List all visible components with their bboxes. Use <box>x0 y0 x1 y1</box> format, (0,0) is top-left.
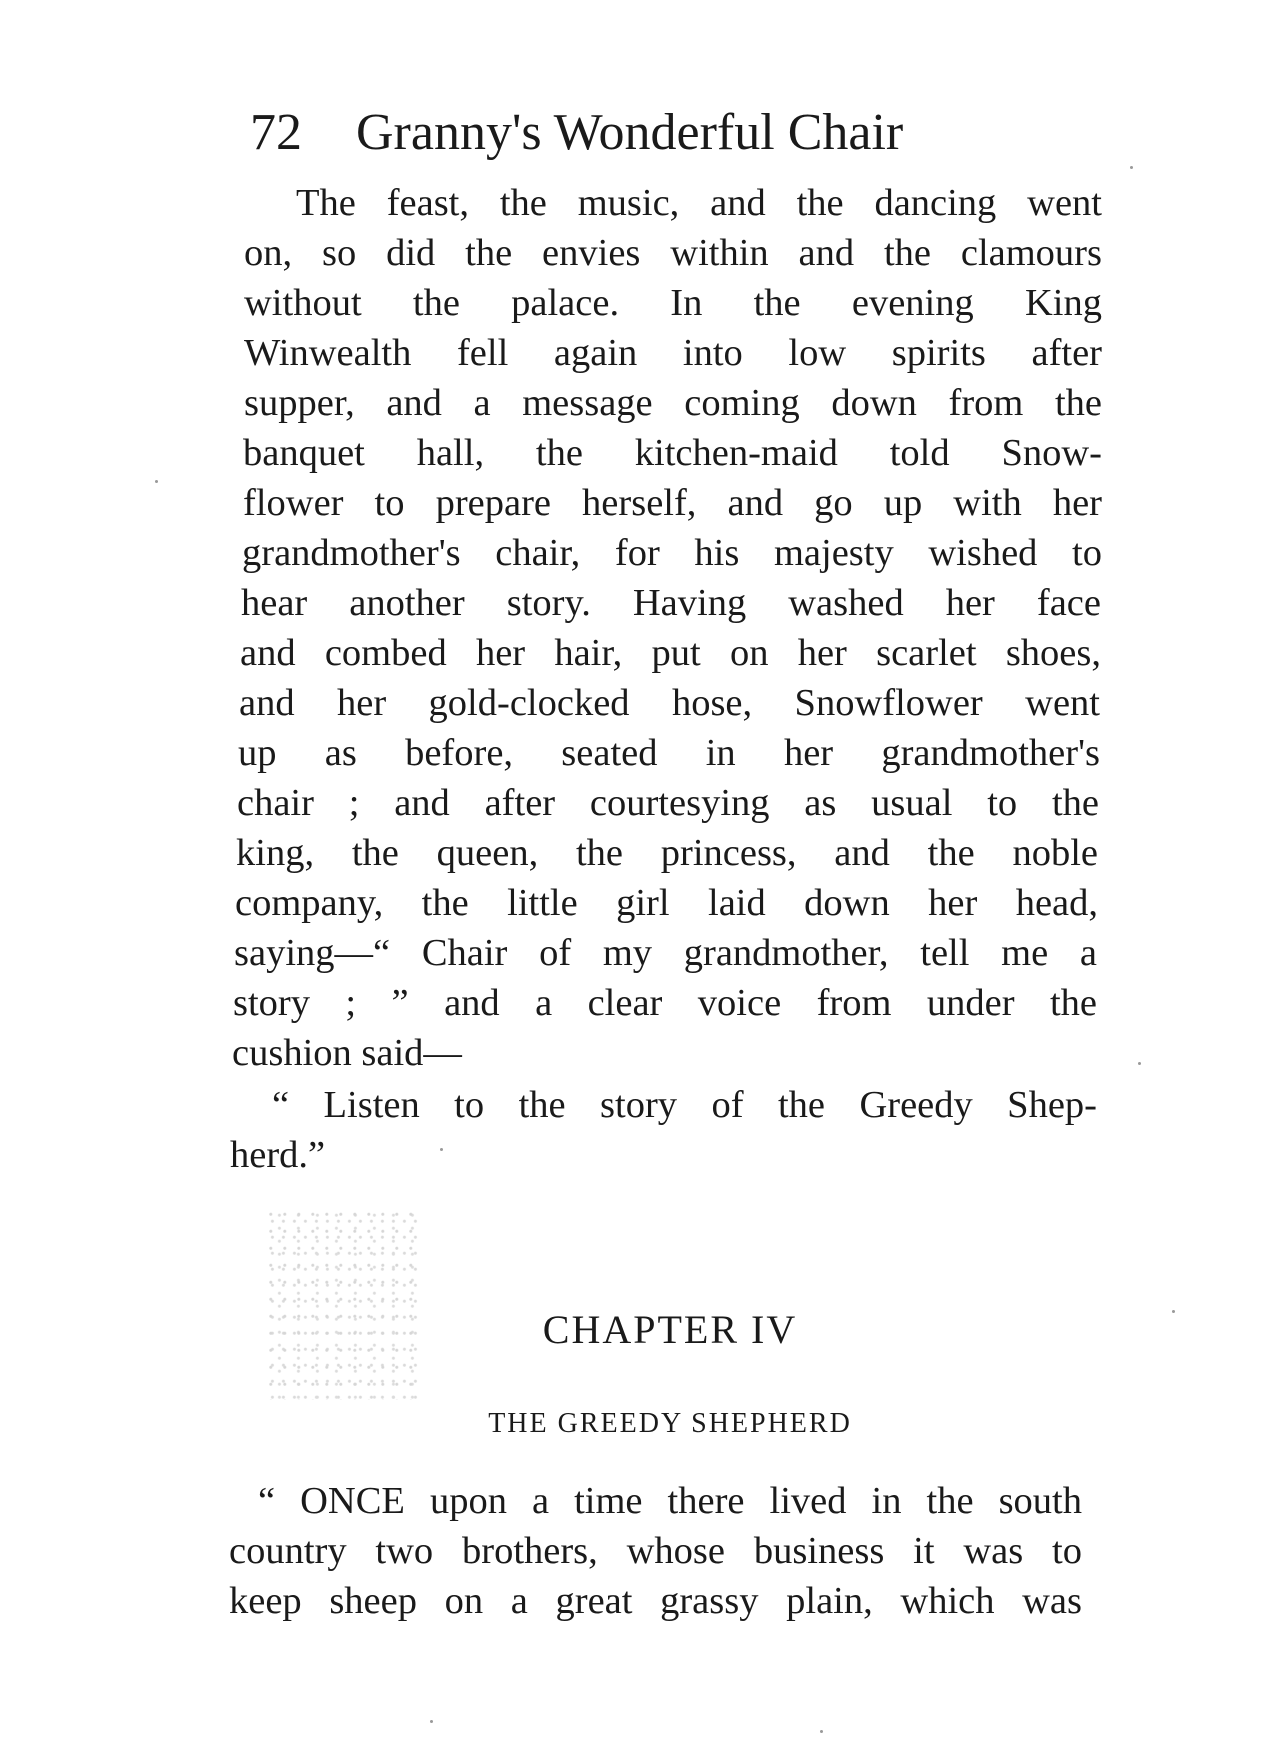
text-line: supper, and a message coming down from the <box>244 382 1102 424</box>
text-line: on, so did the envies within and the clamours <box>244 232 1102 274</box>
text-line: without the palace. In the evening King <box>244 282 1102 324</box>
paper-speck <box>430 1720 433 1723</box>
chapter-subtitle: THE GREEDY SHEPHERD <box>488 1408 852 1439</box>
paper-smudge <box>268 1210 418 1400</box>
text-line: saying—“ Chair of my grandmother, tell me a <box>234 932 1097 974</box>
text-line: flower to prepare herself, and go up with her <box>243 482 1102 524</box>
text-line: company, the little girl laid down her head, <box>235 882 1098 924</box>
paper-speck <box>820 1730 823 1733</box>
text-line: “ Listen to the story of the Greedy Shep- <box>272 1084 1097 1126</box>
text-line: hear another story. Having washed her face <box>241 582 1101 624</box>
paper-speck <box>155 480 158 483</box>
text-line: king, the queen, the princess, and the noble <box>236 832 1098 874</box>
text-line: herd.” <box>230 1134 326 1176</box>
paper-speck <box>440 1148 443 1151</box>
text-line: banquet hall, the kitchen-maid told Snow- <box>243 432 1102 474</box>
paper-speck <box>1138 1062 1141 1065</box>
text-line: story ; ” and a clear voice from under the <box>233 982 1097 1024</box>
text-line: grandmother's chair, for his majesty wished to <box>242 532 1102 574</box>
text-line: and combed her hair, put on her scarlet shoes, <box>240 632 1101 674</box>
text-line: Winwealth fell again into low spirits after <box>244 332 1102 374</box>
running-title: Granny's Wonderful Chair <box>356 104 904 161</box>
text-line: cushion said— <box>232 1032 462 1074</box>
text-line: “ ONCE upon a time there lived in the south <box>258 1480 1082 1522</box>
page-header <box>250 98 1050 168</box>
text-line: chair ; and after courtesying as usual to the <box>237 782 1099 824</box>
chapter-heading: CHAPTER IV <box>542 1307 798 1352</box>
paper-speck <box>1172 1310 1175 1313</box>
text-line: The feast, the music, and the dancing went <box>296 182 1102 224</box>
text-line: country two brothers, whose business it was to <box>229 1530 1082 1572</box>
paper-speck <box>1130 166 1133 169</box>
text-line: and her gold-clocked hose, Snowflower went <box>239 682 1100 724</box>
text-line: up as before, seated in her grandmother's <box>238 732 1100 774</box>
page-number: 72 <box>250 104 302 161</box>
text-line: keep sheep on a great grassy plain, which was <box>229 1580 1082 1622</box>
